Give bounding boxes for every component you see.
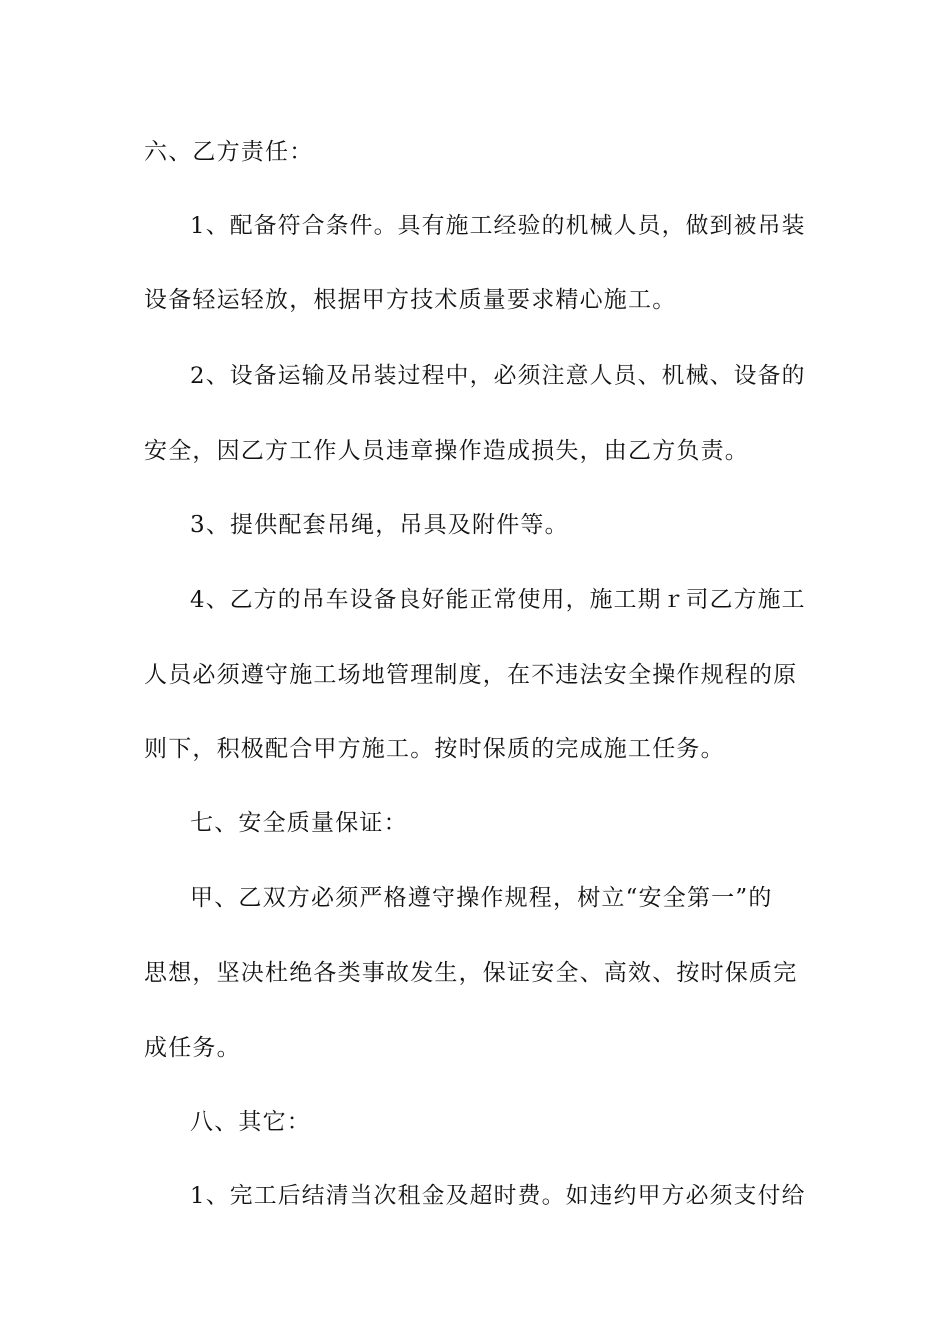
item-6-2-line-2: 安全，因乙方工作人员违章操作造成损失，由乙方负责。 bbox=[144, 438, 749, 464]
section-7-para-line-3: 成任务。 bbox=[144, 1035, 241, 1061]
item-6-4-line-2: 人员必须遵守施工场地管理制度，在不违法安全操作规程的原 bbox=[144, 662, 798, 688]
item-6-2-line-1: 2、设备运输及吊装过程中，必须注意人员、机械、设备的 bbox=[190, 363, 806, 389]
section-6-heading: 六、乙方责任： bbox=[144, 139, 314, 165]
item-6-4-line-3: 则下，积极配合甲方施工。按时保质的完成施工任务。 bbox=[144, 736, 725, 762]
section-7-para-line-2: 思想，坚决杜绝各类事故发生，保证安全、高效、按时保质完 bbox=[144, 960, 798, 986]
item-8-1-line-1: 1、完工后结清当次租金及超时费。如违约甲方必须支付给 bbox=[190, 1183, 806, 1209]
item-6-3: 3、提供配套吊绳，吊具及附件等。 bbox=[190, 512, 569, 538]
section-8-heading: 八、其它： bbox=[190, 1109, 311, 1135]
item-6-4-line-1: 4、乙方的吊车设备良好能正常使用，施工期ｒ司乙方施工 bbox=[190, 587, 806, 613]
section-7-para-line-1: 甲、乙双方必须严格遵守操作规程，树立“安全第一”的 bbox=[190, 885, 773, 911]
item-6-1-line-2: 设备轻运轻放，根据甲方技术质量要求精心施工。 bbox=[144, 287, 677, 313]
section-7-heading: 七、安全质量保证： bbox=[190, 810, 408, 836]
item-6-1-line-1: 1、配备符合条件。具有施工经验的机械人员，做到被吊装 bbox=[190, 213, 806, 239]
